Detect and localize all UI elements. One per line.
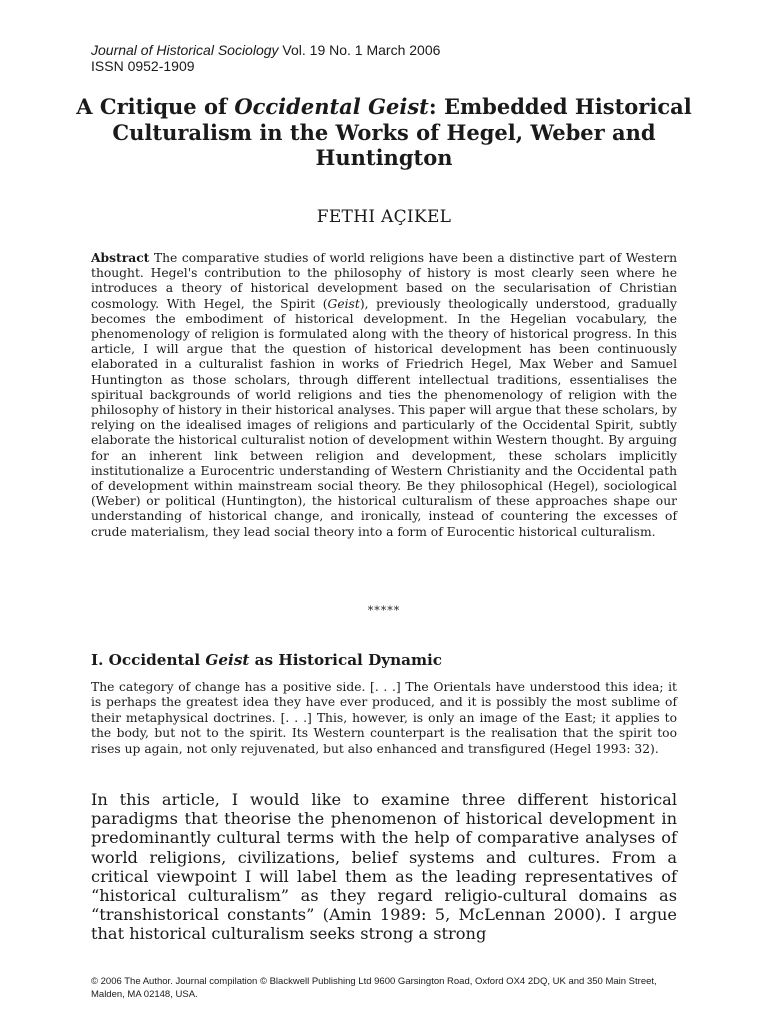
- section-heading: [91, 651, 442, 669]
- abstract: [91, 250, 677, 540]
- journal-name: Journal of Historical Sociology: [91, 42, 279, 58]
- journal-citation-line: [91, 42, 440, 58]
- title-part-1: A Critique of: [76, 94, 235, 119]
- article-title: [60, 94, 708, 171]
- journal-masthead: [91, 42, 440, 74]
- heading-part-2: as Historical Dynamic: [249, 651, 443, 669]
- issn: ISSN 0952-1909: [91, 58, 195, 74]
- epigraph-quote: The category of change has a positive side. [. . .] The Orientals have understood this idea; it is perhaps the greatest idea they have ever produced, and it is possibly the most sublime of their metaphysical doctrines. [. . .] This, however, is only an image of the East; it applies to the body, but not to the spirit. Its Western counterpart is the realisation that the spirit too rises up again, not only rejuvenated, but also enhanced and transfigured (Hegel 1993: 32).: [91, 680, 677, 756]
- volume-info: Vol. 19 No. 1 March 2006: [278, 42, 441, 58]
- author-name: FETHI AÇIKEL: [316, 207, 452, 227]
- abstract-text-2: ), previously theologically understood, gradually becomes the embodiment of historical development. In the Hegelian vocabulary, the phenomenology of religion is formulated along with the theory of historical progress. In this article, I will argue that the question of historical development has been continuously elaborated in a culturalist fashion in works of Friedrich Hegel, Max Weber and Samuel Huntington as those scholars, through different intellectual traditions, essentialises the spiritual backgrounds of world religions and ties the phenomenology of religion with the philosophy of history in their historical analyses. This paper will argue that these scholars, by relying on the idealised images of religions and particularly of the Occidental Spirit, subtly elaborate the historical culturalist notion of development within Western thought. By arguing for an inherent link between religion and development, these scholars implicitly institutionalize a Eurocentric understanding of Western Christianity and the Occidental path of development within mainstream social theory. Be they philosophical (Hegel), sociological (Weber) or political (Huntington), the historical culturalism of these approaches shape our understanding of historical change, and ironically, instead of countering the excesses of crude materialism, they lead social theory into a form of Eurocentic historical culturalism.: [91, 296, 678, 539]
- title-italic: Occidental Geist: [234, 94, 429, 119]
- copyright-footer: © 2006 The Author. Journal compilation © Blackwell Publishing Ltd 9600 Garsington Road, Oxford OX4 2DQ, UK and 350 Main Street, Malden, MA 02148, USA.: [91, 976, 657, 1000]
- heading-part-1: I. Occidental: [91, 651, 206, 669]
- title-part-2: : Embedded Historical Culturalism in the Works of Hegel, Weber and Huntington: [112, 94, 692, 170]
- abstract-italic: Geist: [327, 296, 360, 311]
- heading-italic: Geist: [205, 651, 250, 669]
- abstract-label: Abstract: [91, 250, 150, 265]
- section-separator: *****: [367, 604, 401, 617]
- body-paragraph: In this article, I would like to examine three different historical paradigms that theorise the phenomenon of historical development in predominantly cultural terms with the help of comparative analyses of world religions, civilizations, belief systems and cultures. From a critical viewpoint I will label them as the leading representatives of “historical culturalism” as they regard religio-cultural domains as “transhistorical constants” (Amin 1989: 5, McLennan 2000). I argue that historical culturalism seeks strong a strong: [91, 790, 677, 944]
- abstract-text-1: The comparative studies of world religions have been a distinctive part of Western thought. Hegel's contribution to the philosophy of history is most clearly seen where he introduces a theory of historical development based on the secularisation of Christian cosmology. With Hegel, the Spirit (: [91, 251, 677, 311]
